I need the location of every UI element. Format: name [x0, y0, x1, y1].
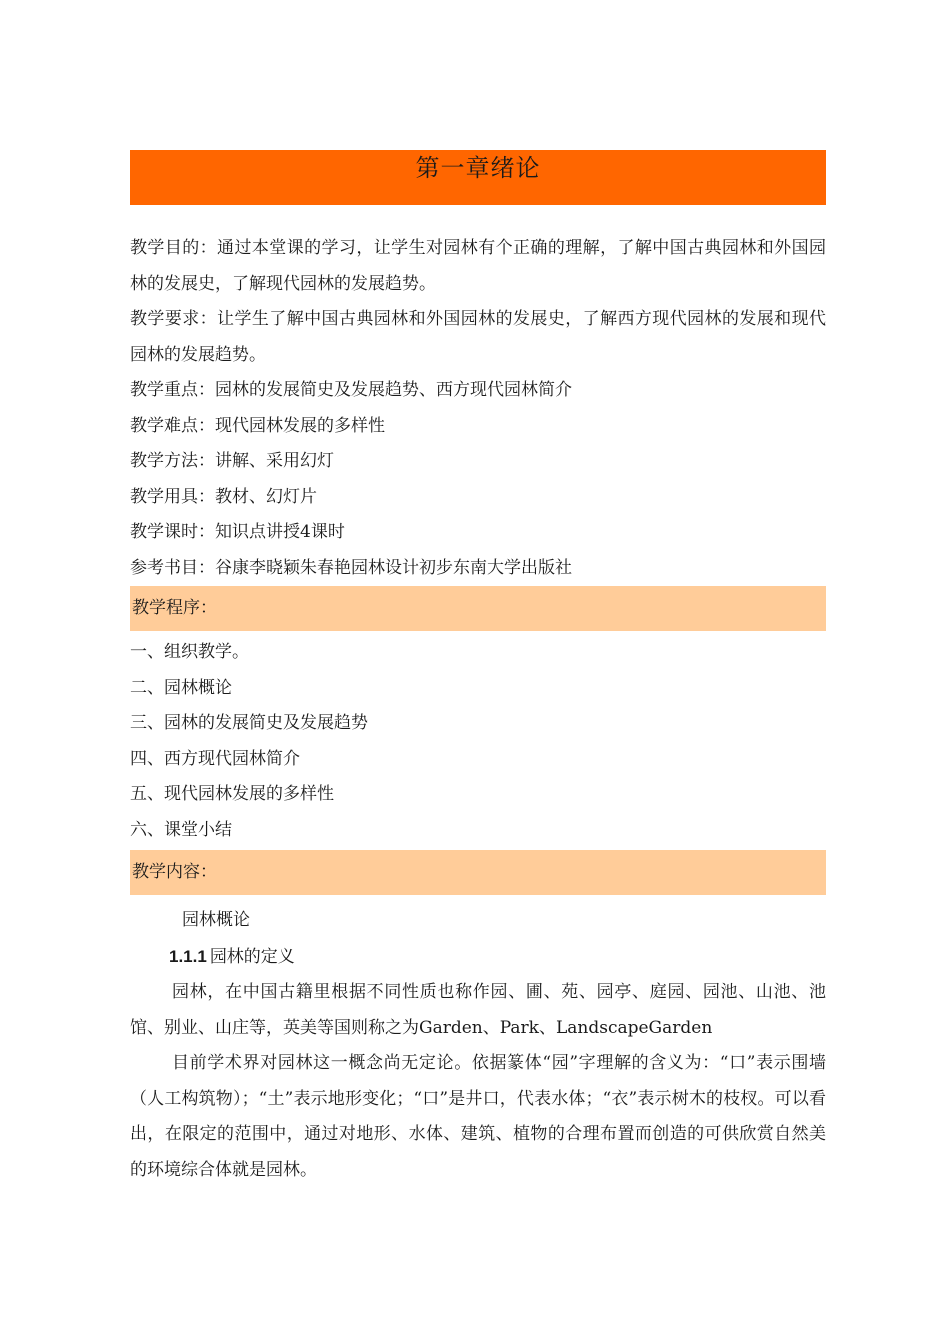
definition-paragraph-1: 园林，在中国古籍里根据不同性质也称作园、圃、苑、园亭、庭园、园池、山池、池馆、别业、山庄等，英美等国则称之为Garden、Park、LandscapeGarden	[130, 982, 826, 1038]
procedure-step: 一、组织教学。	[130, 642, 249, 662]
content-subheading: 园林概论	[182, 910, 250, 930]
teaching-tools: 教学用具：教材、幻灯片	[130, 486, 317, 507]
procedure-list	[130, 631, 826, 850]
section-heading	[130, 939, 826, 976]
teaching-focus: 教学重点：园林的发展简史及发展趋势、西方现代园林简介	[130, 380, 572, 400]
teaching-reference: 参考书目：谷康李晓颖朱春艳园林设计初步东南大学出版社	[130, 557, 572, 578]
content-heading: 教学内容：	[130, 850, 826, 895]
procedure-step: 六、课堂小结	[130, 819, 232, 840]
procedure-step: 三、园林的发展简史及发展趋势	[130, 713, 368, 733]
teaching-requirement: 教学要求：让学生了解中国古典园林和外国园林的发展史，了解西方现代园林的发展和现代园林的发展趋势。	[130, 309, 826, 365]
section-number: 1.1.1	[169, 946, 207, 966]
procedure-step: 四、西方现代园林简介	[130, 748, 300, 769]
teaching-info	[130, 231, 826, 586]
teaching-difficulty: 教学难点：现代园林发展的多样性	[130, 415, 385, 436]
document-page	[130, 150, 826, 1188]
procedure-heading: 教学程序：	[130, 586, 826, 631]
section-title: 园林的定义	[209, 946, 295, 967]
definition-paragraph-2: 目前学术界对园林这一概念尚无定论。依据篆体“园”字理解的含义为：“口”表示围墙（人工构筑物）；“土”表示地形变化；“口”是井口，代表水体；“衣”表示树木的枝杈。可以看出，在限定的范围中，通过对地形、水体、建筑、植物的合理布置而创造的可供欣赏自然美的环境综合体就是园林。	[130, 1053, 826, 1180]
teaching-purpose: 教学目的：通过本堂课的学习，让学生对园林有个正确的理解，了解中国古典园林和外国园林的发展史，了解现代园林的发展趋势。	[130, 238, 826, 294]
chapter-title-bar	[130, 150, 826, 205]
teaching-method: 教学方法：讲解、采用幻灯	[130, 451, 334, 471]
procedure-step: 二、园林概论	[130, 677, 232, 698]
chapter-title: 第一章绪论	[415, 154, 541, 182]
procedure-step: 五、现代园林发展的多样性	[130, 784, 334, 804]
content-body	[130, 895, 826, 1188]
teaching-hours: 教学课时：知识点讲授4课时	[130, 522, 345, 542]
